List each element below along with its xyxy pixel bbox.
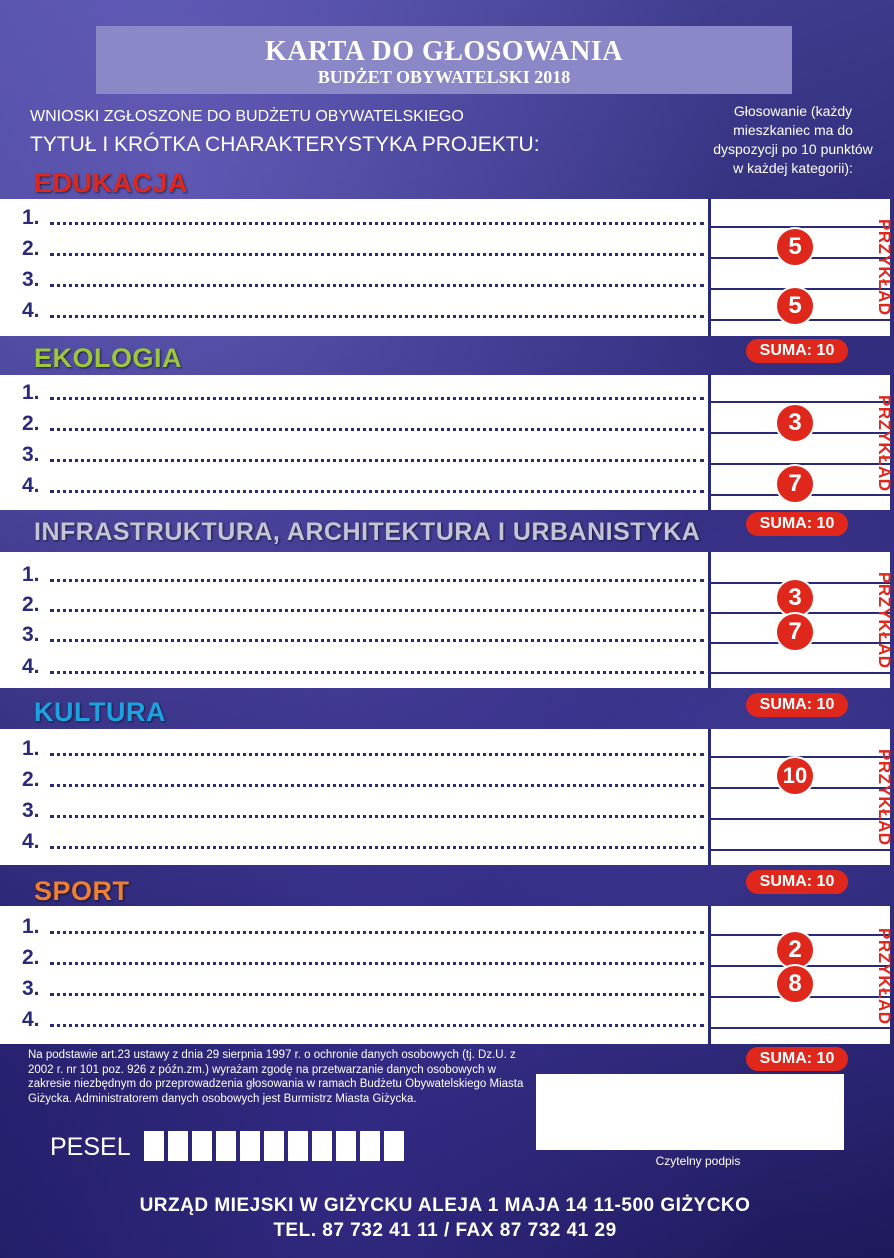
category-title-ekologia: EKOLOGIA [34, 343, 183, 373]
project-row[interactable] [0, 265, 708, 296]
category-title-infrastruktura: INFRASTRUKTURA, ARCHITEKTURA I URBANISTYKA [34, 518, 701, 546]
pesel-digit-box[interactable] [288, 1131, 308, 1161]
category-title-sport: SPORT [34, 876, 130, 906]
sum-badge: SUMA: 10 [746, 1047, 848, 1071]
sum-badge: SUMA: 10 [746, 339, 848, 363]
row-number: 1. [22, 381, 40, 404]
row-number: 4. [22, 830, 40, 853]
example-points-badge: 5 [775, 286, 815, 326]
pesel-digit-box[interactable] [192, 1131, 212, 1161]
project-row[interactable] [0, 765, 708, 796]
row-number: 3. [22, 977, 40, 1000]
category-title-edukacja: EDUKACJA [34, 168, 189, 198]
category-title-kultura: KULTURA [34, 697, 166, 727]
row-number: 4. [22, 299, 40, 322]
row-number: 4. [22, 1008, 40, 1031]
row-number: 1. [22, 737, 40, 760]
voting-instructions: Głosowanie (każdy mieszkaniec ma do dyspozycji po 10 punktów w każdej kategorii): [713, 103, 873, 176]
project-row[interactable] [0, 409, 708, 440]
project-row[interactable] [0, 974, 708, 1005]
example-points-badge: 5 [775, 227, 815, 267]
category-block-kultura [0, 729, 894, 865]
example-label: PRZYKŁAD [875, 928, 894, 1025]
project-row[interactable] [0, 440, 708, 471]
pesel-input[interactable] [144, 1131, 404, 1161]
project-row[interactable] [0, 652, 708, 683]
row-number: 2. [22, 412, 40, 435]
row-number: 3. [22, 799, 40, 822]
row-number: 1. [22, 915, 40, 938]
row-number: 3. [22, 443, 40, 466]
pesel-digit-box[interactable] [360, 1131, 380, 1161]
example-points-badge: 8 [775, 964, 815, 1004]
pesel-digit-box[interactable] [168, 1131, 188, 1161]
pesel-digit-box[interactable] [336, 1131, 356, 1161]
sum-badge: SUMA: 10 [746, 693, 848, 717]
example-points-badge: 3 [775, 578, 815, 618]
example-label: PRZYKŁAD [875, 749, 894, 846]
example-points-badge: 2 [775, 930, 815, 970]
row-number: 4. [22, 474, 40, 497]
pesel-digit-box[interactable] [312, 1131, 332, 1161]
project-row[interactable] [0, 560, 708, 591]
pesel-digit-box[interactable] [216, 1131, 236, 1161]
project-row[interactable] [0, 296, 708, 327]
project-row[interactable] [0, 203, 708, 234]
privacy-consent-text: Na podstawie art.23 ustawy z dnia 29 sierpnia 1997 r. o ochronie danych osobowych (tj. Dz.U. z 2002 r. nr 101 poz. 926 z późn.zm.) wyrażam zgodę na przetwarzanie danych osobowych w zakresie niezbędnym do przeprowadzenia głosowania w ramach Budżetu Obywatelskiego Miasta Giżycka. Administratorem danych osobowych jest Burmistrz Miasta Giżycka. [28, 1049, 524, 1105]
example-points-badge: 3 [775, 403, 815, 443]
project-row[interactable] [0, 827, 708, 858]
pesel-digit-box[interactable] [240, 1131, 260, 1161]
sum-badge: SUMA: 10 [746, 512, 848, 536]
project-row[interactable] [0, 378, 708, 409]
category-block-sport [0, 906, 894, 1044]
row-number: 1. [22, 563, 40, 586]
row-number: 3. [22, 268, 40, 291]
signature-field[interactable] [536, 1074, 844, 1150]
pesel-digit-box[interactable] [264, 1131, 284, 1161]
signature-label: Czytelny podpis [655, 1154, 741, 1168]
office-contact: TEL. 87 732 41 11 / FAX 87 732 41 29 [273, 1220, 617, 1241]
example-points-badge: 7 [775, 464, 815, 504]
sum-badge: SUMA: 10 [746, 870, 848, 894]
example-label: PRZYKŁAD [875, 219, 894, 316]
proposals-heading: WNIOSKI ZGŁOSZONE DO BUDŻETU OBYWATELSKIEGO [30, 108, 464, 125]
project-row[interactable] [0, 234, 708, 265]
row-number: 2. [22, 768, 40, 791]
example-points-badge: 7 [775, 612, 815, 652]
project-row[interactable] [0, 620, 708, 651]
office-address: URZĄD MIEJSKI W GIŻYCKU ALEJA 1 MAJA 14 11-500 GIŻYCKO [139, 1195, 751, 1216]
ballot-subtitle: BUDŻET OBYWATELSKI 2018 [317, 67, 571, 87]
project-title-heading: TYTUŁ I KRÓTKA CHARAKTERYSTYKA PROJEKTU: [30, 133, 540, 156]
pesel-digit-box[interactable] [384, 1131, 404, 1161]
project-row[interactable] [0, 912, 708, 943]
project-row[interactable] [0, 734, 708, 765]
category-block-ekologia [0, 375, 894, 510]
row-number: 4. [22, 655, 40, 678]
pesel-digit-box[interactable] [144, 1131, 164, 1161]
project-row[interactable] [0, 1005, 708, 1036]
project-row[interactable] [0, 943, 708, 974]
row-number: 1. [22, 206, 40, 229]
project-row[interactable] [0, 471, 708, 502]
title-box [96, 26, 792, 94]
category-block-infrastruktura [0, 552, 894, 688]
ballot-title: KARTA DO GŁOSOWANIA [264, 36, 624, 67]
example-label: PRZYKŁAD [875, 395, 894, 492]
row-number: 2. [22, 237, 40, 260]
example-points-badge: 10 [775, 756, 815, 796]
row-number: 2. [22, 946, 40, 969]
project-row[interactable] [0, 590, 708, 621]
row-number: 3. [22, 623, 40, 646]
project-row[interactable] [0, 796, 708, 827]
category-block-edukacja [0, 199, 894, 336]
row-number: 2. [22, 593, 40, 616]
example-label: PRZYKŁAD [875, 572, 894, 669]
pesel-label: PESEL [50, 1133, 131, 1161]
